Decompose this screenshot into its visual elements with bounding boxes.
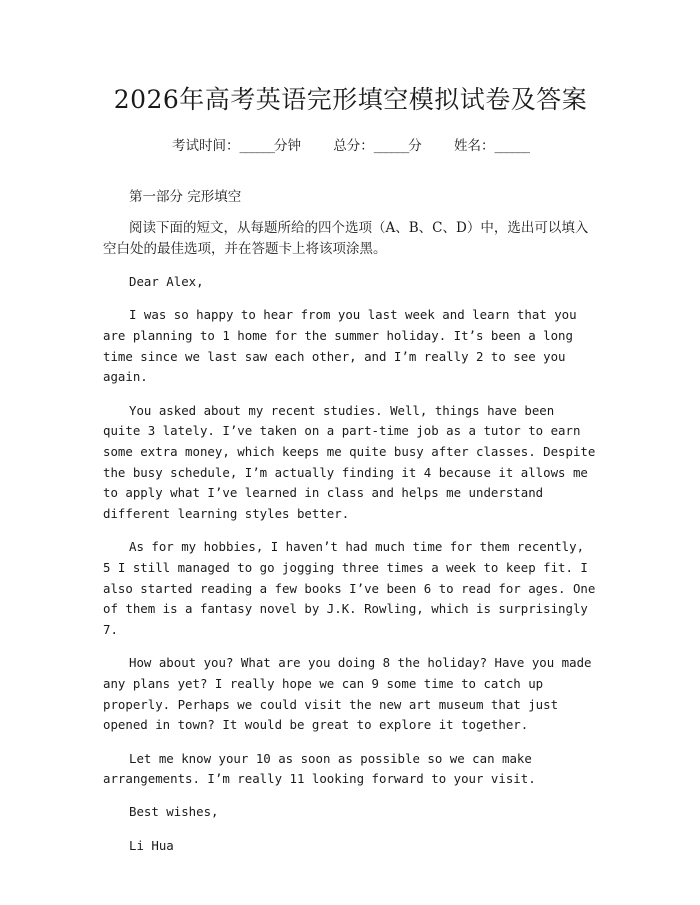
letter-paragraph-4: How about you? What are you doing 8 the holiday? Have you made any plans yet? I really hope we can 9 some time to catch up properly. Perhaps we could visit the new art museum that just opened in town? It would be great to explore it together. (103, 655, 592, 733)
exam-time-unit: 分钟 (273, 138, 301, 154)
total-score-label: 总分： (333, 138, 374, 154)
letter-paragraph-5: Let me know your 10 as soon as possible so we can make arrangements. I’m really 11 looking forward to your visit. (103, 750, 536, 787)
page-title: 2026年高考英语完形填空模拟试卷及答案 (113, 85, 588, 114)
letter-paragraph-1: I was so happy to hear from you last week and learn that you are planning to 1 home for the summer holiday. It’s been a long time since we last saw each other, and I’m really 2 to see you again. (103, 307, 577, 385)
letter-paragraph-3: As for my hobbies, I haven’t had much time for them recently, 5 I still managed to go jogging three times a week to keep fit. I also started reading a few books I’ve been 6 to read for ages. One of them is a fantasy novel by J.K. Rowling, which is surprisingly 7. (103, 539, 596, 638)
letter-salutation: Dear Alex, (129, 274, 204, 289)
letter-signature: Li Hua (129, 837, 174, 853)
letter-passage (103, 272, 598, 856)
instructions: 阅读下面的短文，从每题所给的四个选项（A、B、C、D）中，选出可以填入空白处的最佳选项，并在答题卡上将该项涂黑。 (103, 220, 589, 257)
exam-time-blank: ______ (239, 138, 274, 154)
total-score-blank: ______ (373, 138, 409, 154)
student-name-blank: ______ (494, 138, 530, 154)
exam-info-line (103, 136, 598, 156)
student-name-label: 姓名： (454, 138, 495, 154)
student-name-field (454, 138, 529, 154)
total-score-field (333, 138, 422, 154)
total-score-unit: 分 (408, 138, 422, 154)
letter-paragraph-2: You asked about my recent studies. Well, things have been quite 3 lately. I’ve taken on a part-time job as a tutor to earn some extra money, which keeps me quite busy after classes. Despite the busy schedule, I’m actually finding it 4 because it allows me to apply what I’ve learned in class and helps me understand different learning styles better. (103, 402, 596, 522)
section-title: 第一部分 完形填空 (129, 189, 242, 205)
letter-closing: Best wishes, (129, 804, 219, 820)
exam-time-field (172, 138, 301, 154)
exam-time-label: 考试时间： (171, 138, 240, 154)
